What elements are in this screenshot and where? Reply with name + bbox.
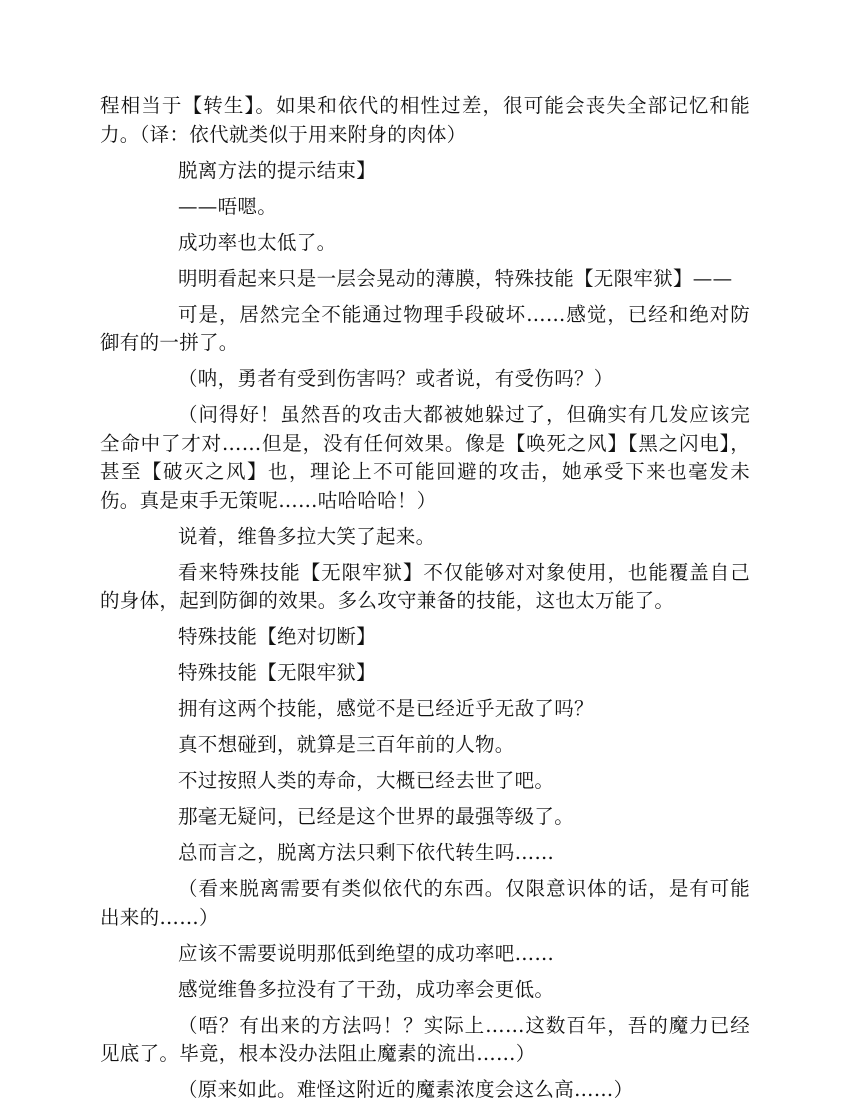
- paragraph: 拥有这两个技能，感觉不是已经近乎无敌了吗？: [178, 697, 594, 720]
- paragraph: 程相当于【转生】。如果和依代的相性过差，很可能会丧失全部记忆和能力。（译：依代就类似于用来附身的肉体）: [100, 94, 750, 146]
- paragraph: 那毫无疑问，已经是这个世界的最强等级了。: [178, 805, 575, 828]
- paragraph: 成功率也太低了。: [178, 230, 337, 254]
- paragraph: 应该不需要说明那低到绝望的成功率吧……: [178, 941, 555, 965]
- paragraph: 特殊技能【无限牢狱】: [178, 661, 377, 684]
- paragraph: 脱离方法的提示结束】: [178, 158, 377, 182]
- paragraph: 真不想碰到，就算是三百年前的人物。: [178, 733, 515, 756]
- paragraph: （原来如此。难怪这附近的魔素浓度会这么高……）: [178, 1078, 634, 1101]
- paragraph: （唔？有出来的方法吗！？实际上……这数百年，吾的魔力已经见底了。毕竟，根本没办法阻止魔素的流出……）: [100, 1013, 750, 1065]
- document-page: [100, 92, 750, 1112]
- paragraph: 说着，维鲁多拉大笑了起来。: [178, 524, 436, 548]
- paragraph: （看来脱离需要有类似依代的东西。仅限意识体的话，是有可能出来的……）: [100, 877, 750, 929]
- paragraph: 感觉维鲁多拉没有了干劲，成功率会更低。: [178, 977, 555, 1001]
- paragraph: 特殊技能【绝对切断】: [178, 625, 377, 648]
- paragraph: 明明看起来只是一层会晃动的薄膜，特殊技能【无限牢狱】——: [178, 266, 733, 290]
- paragraph: （呐，勇者有受到伤害吗？或者说，有受伤吗？）: [178, 367, 614, 390]
- paragraph: ——唔嗯。: [178, 194, 277, 218]
- paragraph: （问得好！虽然吾的攻击大都被她躲过了，但确实有几发应该完全命中了才对……但是，没有任何效果。像是【唤死之风】【黑之闪电】，甚至【破灭之风】也，理论上不可能回避的攻击，她承受下来也毫发未伤。真是束手无策呢……咕哈哈哈！）: [100, 403, 750, 512]
- paragraph: 看来特殊技能【无限牢狱】不仅能够对对象使用，也能覆盖自己的身体，起到防御的效果。多么攻守兼备的技能，这也太万能了。: [100, 560, 750, 612]
- paragraph: 不过按照人类的寿命，大概已经去世了吧。: [178, 769, 555, 792]
- paragraph: 可是，居然完全不能通过物理手段破坏……感觉，已经和绝对防御有的一拼了。: [100, 302, 750, 354]
- paragraph: 总而言之，脱离方法只剩下依代转生吗……: [178, 841, 555, 864]
